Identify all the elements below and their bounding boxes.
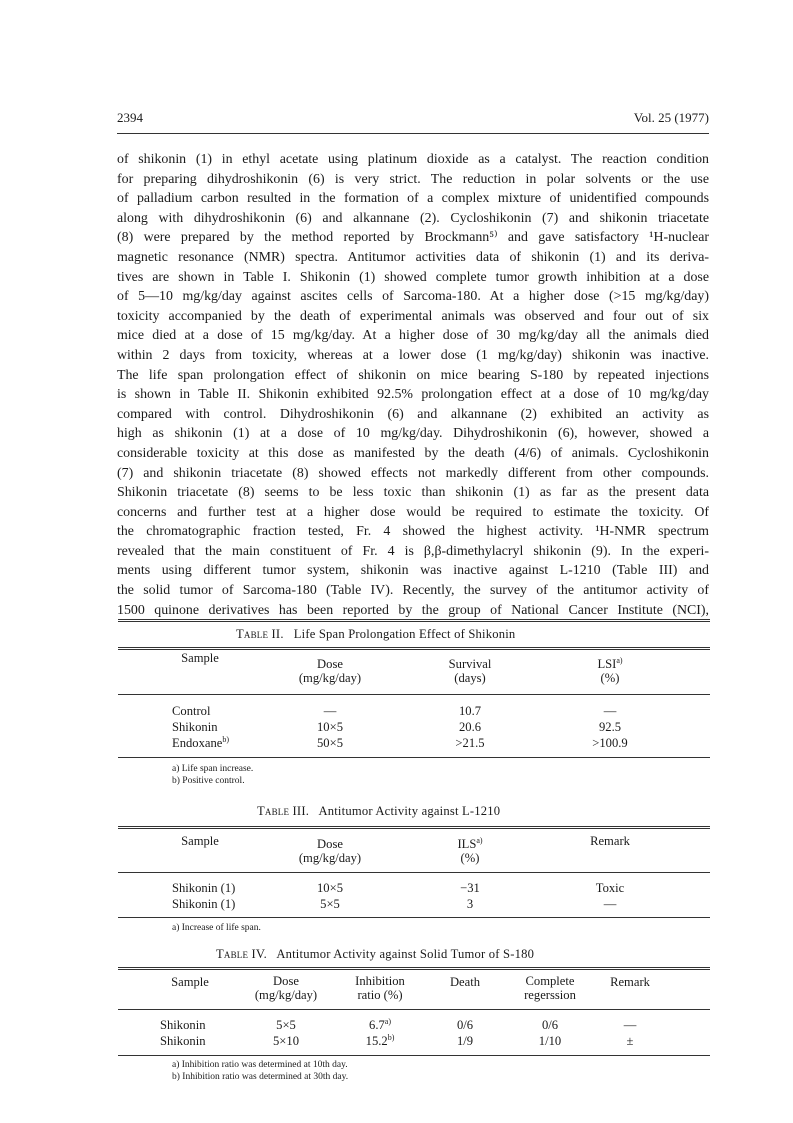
body-line: 1500 quinone derivatives has been reported by the group of National Cancer Institute (NCI), <box>117 602 709 618</box>
table3-header-dose-unit: (mg/kg/day) <box>298 851 362 865</box>
table4-footnote-b: b) Inhibition ratio was determined at 30th day. <box>172 1072 349 1082</box>
endoxane-text: Endoxane <box>172 736 223 750</box>
table4-row2-death: 1/9 <box>456 1034 474 1048</box>
table3-label: Table III. <box>257 804 310 818</box>
table4-header-dose: Dose <box>273 974 299 988</box>
body-line: (7) and shikonin triacetate (8) showed effects not markedly different from other compounds. <box>117 465 709 481</box>
table4-row2-remark: ± <box>626 1034 634 1048</box>
body-line: (8) were prepared by the method reported by Brockmann⁵⁾ and gave satisfactory ¹H-nuclear <box>117 230 709 246</box>
table2-top-rule <box>118 619 710 622</box>
table3-row2-sample: Shikonin (1) <box>172 897 236 911</box>
table2-footnote-b: b) Positive control. <box>172 776 245 786</box>
table3-header-remark: Remark <box>590 834 630 848</box>
body-line: magnetic resonance (NMR) spectra. Antitumor activities data of shikonin (1) and its deriva- <box>117 249 709 265</box>
table3-row1-dose: 10×5 <box>317 881 343 895</box>
table2-title: Life Span Prolongation Effect of Shikonin <box>293 627 516 641</box>
table2-header-sample: Sample <box>181 651 219 665</box>
table3-row2-ils: 3 <box>466 897 474 911</box>
table4-header-sample: Sample <box>171 975 209 989</box>
body-line: for preparing dihydroshikonin (6) is very strict. The reduction in polar solvents or the use <box>117 171 709 187</box>
table2-row1-dose: — <box>323 704 337 718</box>
body-line: revealed that the main constituent of Fr. 4 is β,β-dimethylacryl shikonin (9). In the experi- <box>117 543 709 559</box>
table4-row1-sample: Shikonin <box>160 1018 206 1032</box>
table4-label: Table IV. <box>216 947 267 961</box>
table4-bottom-rule <box>118 1055 710 1056</box>
lsi-text: LSI <box>597 657 617 671</box>
table4-row1-remark: — <box>623 1018 637 1032</box>
table2-row2-lsi: 92.5 <box>598 720 622 734</box>
table4-title: Antitumor Activity against Solid Tumor of S-180 <box>276 947 535 961</box>
table4-header-inhibition-unit: ratio (%) <box>357 988 403 1002</box>
body-line: of shikonin (1) in ethyl acetate using platinum dioxide as a catalyst. The reaction condition <box>117 152 709 167</box>
table2-row1-sample: Control <box>172 704 211 718</box>
table4-header-complete: Complete <box>525 974 575 988</box>
table2-header-lsi <box>560 657 660 672</box>
page-number: 2394 <box>117 110 143 125</box>
body-line: the solid tumor of Sarcoma-180 (Table IV). Recently, the survey of the antitumor activity of <box>117 583 709 599</box>
table4-header-dose-unit: (mg/kg/day) <box>254 988 318 1002</box>
body-line: tives are shown in Table I. Shikonin (1) showed complete tumor growth inhibition at a dose <box>117 269 709 285</box>
ils-sup: a) <box>476 835 483 845</box>
table3-header-rule <box>118 872 710 873</box>
table2-caption <box>236 627 515 642</box>
table3-header-sample: Sample <box>181 834 219 848</box>
table2-header-rule <box>118 694 710 695</box>
table2-row3-survival: >21.5 <box>455 736 485 750</box>
table2-header-survival: Survival <box>448 657 492 671</box>
table2-row2-survival: 20.6 <box>458 720 482 734</box>
table4-row1-death: 0/6 <box>456 1018 474 1032</box>
lsi-sup: a) <box>616 655 623 665</box>
table4-header-remark: Remark <box>610 975 650 989</box>
body-line: compared with control. Dihydroshikonin (6) and alkannane (2) exhibited an activity as <box>117 406 709 422</box>
table4-header-death: Death <box>449 975 481 989</box>
volume-label: Vol. 25 (1977) <box>633 110 709 125</box>
table2-header-lsi-unit: (%) <box>600 671 620 685</box>
body-line: The life span prolongation effect of shikonin on mice bearing S-180 by repeated injections <box>117 367 709 383</box>
ils-text: ILS <box>457 837 477 851</box>
body-line: concerns and further test at a higher dose would be required to estimate the toxicity. Of <box>117 504 709 520</box>
table4-row1-complete: 0/6 <box>541 1018 559 1032</box>
inh-value: 6.7 <box>369 1018 385 1032</box>
inh-sup: b) <box>387 1032 395 1042</box>
table4-row1-dose: 5×5 <box>276 1018 296 1032</box>
table4-header-rule <box>118 1009 710 1010</box>
table2-row2-dose: 10×5 <box>317 720 343 734</box>
table3-row2-dose: 5×5 <box>320 897 340 911</box>
body-line: toxicity accompanied by the death of experimental animals was observed and four out of six <box>117 308 709 324</box>
table4-row2-sample: Shikonin <box>160 1034 206 1048</box>
table3-header-ils <box>420 837 520 852</box>
table2-row2-sample: Shikonin <box>172 720 218 734</box>
table3-bottom-rule <box>118 917 710 918</box>
table2-header-dose: Dose <box>317 657 343 671</box>
body-line: considerable toxicity at this dose as manifested by the death (4/6) of animals. Cycloshikonin <box>117 445 709 461</box>
inh-value: 15.2 <box>365 1034 388 1048</box>
table2-header-dose-unit: (mg/kg/day) <box>298 671 362 685</box>
table3-title: Antitumor Activity against L-1210 <box>318 804 501 818</box>
body-line: mice died at a dose of 15 mg/kg/day. At a higher dose of 30 mg/kg/day all the animals died <box>117 328 709 344</box>
table3-header-ils-unit: (%) <box>460 851 480 865</box>
table4-row1-inhibition <box>330 1018 430 1033</box>
table2-label: Table II. <box>236 627 284 641</box>
table3-footnote-a: a) Increase of life span. <box>172 923 261 933</box>
body-line: is shown in Table II. Shikonin exhibited 92.5% prolongation effect at a dose of 10 mg/kg/day <box>117 387 709 403</box>
table2-row3-sample <box>172 736 282 751</box>
table3-row1-sample: Shikonin (1) <box>172 881 236 895</box>
table2-row1-lsi: — <box>603 704 617 718</box>
table2-row1-survival: 10.7 <box>458 704 482 718</box>
table2-row3-dose: 50×5 <box>317 736 343 750</box>
inh-sup: a) <box>384 1016 391 1026</box>
table4-header-inhibition: Inhibition <box>355 974 405 988</box>
body-line: within 2 days from toxicity, whereas at a lower dose (1 mg/kg/day) shikonin was inactive. <box>117 347 709 363</box>
table4-row2-complete: 1/10 <box>538 1034 562 1048</box>
table4-header-regression: regerssion <box>524 988 576 1002</box>
body-line: ments using different tumor system, shikonin was inactive against L-1210 (Table III) and <box>117 563 709 579</box>
endoxane-sup: b) <box>222 734 230 744</box>
table3-header-dose: Dose <box>317 837 343 851</box>
table3-row1-ils: −31 <box>460 881 480 895</box>
table2-header-survival-unit: (days) <box>454 671 486 685</box>
table2-footnote-a: a) Life span increase. <box>172 764 254 774</box>
table3-caption <box>257 804 500 819</box>
body-line: of palladium carbon resulted in the formation of a complex mixture of unidentified compounds <box>117 191 709 207</box>
table4-row2-dose: 5×10 <box>273 1034 299 1048</box>
table4-footnote-a: a) Inhibition ratio was determined at 10th day. <box>172 1060 348 1070</box>
body-line: of 5—10 mg/kg/day against ascites cells of Sarcoma-180. At a higher dose (>15 mg/kg/day) <box>117 289 709 305</box>
table3-row1-remark: Toxic <box>595 881 625 895</box>
body-line: high as shikonin (1) at a dose of 10 mg/kg/day. Dihydroshikonin (6), however, showed a <box>117 426 709 442</box>
body-line: along with dihydroshikonin (6) and alkannane (2). Cycloshikonin (7) and shikonin triacetate <box>117 210 709 226</box>
body-line: Shikonin triacetate (8) seems to be less toxic than shikonin (1) as far as the present data <box>117 485 709 501</box>
header-rule <box>117 133 709 134</box>
table4-row2-inhibition <box>330 1034 430 1049</box>
table2-bottom-rule <box>118 757 710 758</box>
body-line: the chromatographic fraction tested, Fr. 4 showed the highest activity. ¹H-NMR spectrum <box>117 524 709 540</box>
table2-row3-lsi: >100.9 <box>592 736 628 750</box>
table3-row2-remark: — <box>603 897 617 911</box>
body-paragraph <box>117 150 709 620</box>
